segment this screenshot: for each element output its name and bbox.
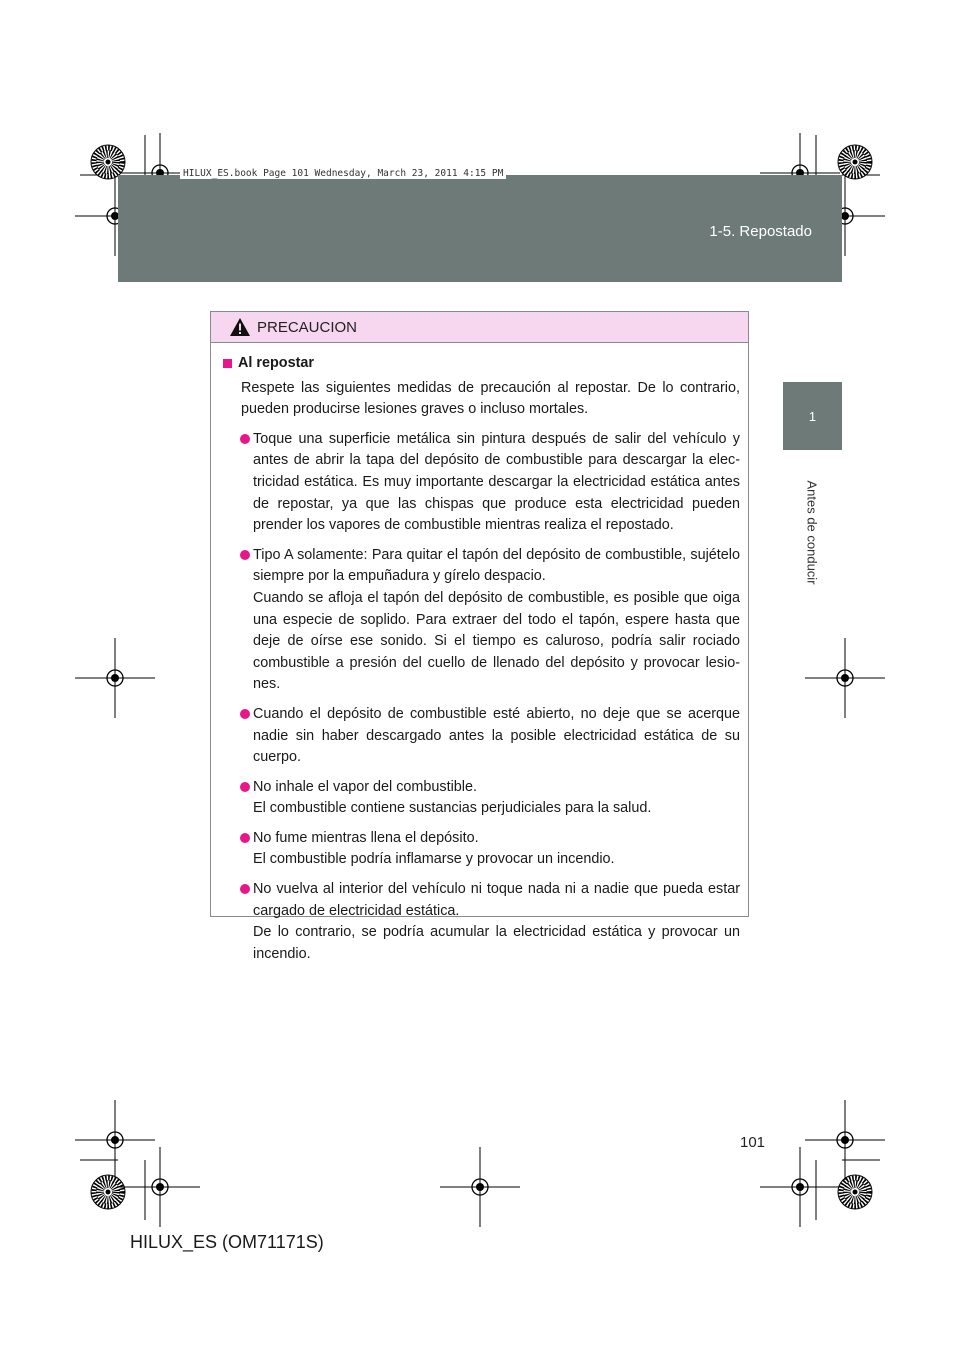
bullet-dot-icon xyxy=(240,434,250,444)
print-stamp: HILUX_ES.book Page 101 Wednesday, March 23, 2011 4:15 PM xyxy=(180,168,506,179)
bullet-dot-icon xyxy=(240,833,250,843)
model-code: HILUX_ES (OM71171S) xyxy=(130,1232,324,1252)
chapter-tab-number: 1 xyxy=(783,382,842,450)
chapter-tab-label xyxy=(783,462,842,602)
caution-bullet xyxy=(223,879,740,965)
caution-bullet xyxy=(223,704,740,769)
page-number: 101 xyxy=(740,1134,766,1151)
caution-box xyxy=(210,311,749,962)
bullet-text: No vuelva al interior del vehículo ni toque nada ni a nadie que pueda estar cargado de electricidad estática. xyxy=(253,881,740,919)
bullet-text: De lo contrario, se podría acumular la electricidad estática y provocar un incendio. xyxy=(253,924,740,962)
bullet-text: Cuando se afloja el tapón del depósito de combustible, es posible que oiga una especie de soplido. Para extraer del todo el tapón, espere hasta que deje de oírse ese sonido. Si el tiempo es caluroso, podría salir rociado combustible a presión del cuello de llenado del depósito y provocar lesiones. xyxy=(253,589,740,693)
bullet-text: Tipo A solamente: Para quitar el tapón del depósito de combustible, sujételo siempre por la empuñadura y gírelo despacio. xyxy=(253,546,740,585)
warning-triangle-icon xyxy=(229,317,251,337)
caution-body xyxy=(211,343,748,965)
bullet-dot-icon xyxy=(240,782,250,792)
caution-heading xyxy=(223,353,740,375)
caution-intro: Respete las siguientes medidas de precaución al repostar. De lo contrario, pueden producirse lesiones graves o incluso mortales. xyxy=(241,379,740,418)
bullet-text: No inhale el vapor del combustible. xyxy=(253,778,477,795)
caution-heading-text: Al repostar xyxy=(238,355,314,371)
bullet-text: El combustible contiene sustancias perjudiciales para la salud. xyxy=(253,800,652,817)
caution-bullet xyxy=(223,545,740,696)
bullet-text: Cuando el depósito de combustible esté abierto, no deje que se acerque nadie sin haber descargado antes la posible electricidad estática de su cuerpo. xyxy=(253,705,740,766)
chapter-label-text: Antes de conducir xyxy=(805,479,821,585)
bullet-text: Toque una superficie metálica sin pintura después de salir del vehículo y antes de abrir la tapa del depósito de combustible para descargar la electricidad estática. Es muy importante descargar la electricidad estática antes de repostar, ya que las chispas que produce esta electricidad pueden prender los vapores de combustible mientras realiza el repostado. xyxy=(253,430,740,534)
caution-bullet xyxy=(223,777,740,820)
bullet-text: El combustible podría inflamarse y provocar un incendio. xyxy=(253,851,615,868)
square-bullet-icon xyxy=(223,359,232,368)
bullet-dot-icon xyxy=(240,884,250,894)
bullet-dot-icon xyxy=(240,550,250,560)
section-title: 1-5. Repostado xyxy=(709,223,812,240)
caution-bullet xyxy=(223,828,740,871)
bullet-text: No fume mientras llena el depósito. xyxy=(253,829,479,846)
caution-header xyxy=(211,312,748,343)
bullet-dot-icon xyxy=(240,709,250,719)
caution-title: PRECAUCION xyxy=(257,318,358,336)
header-band xyxy=(118,175,842,282)
caution-bullet xyxy=(223,429,740,537)
